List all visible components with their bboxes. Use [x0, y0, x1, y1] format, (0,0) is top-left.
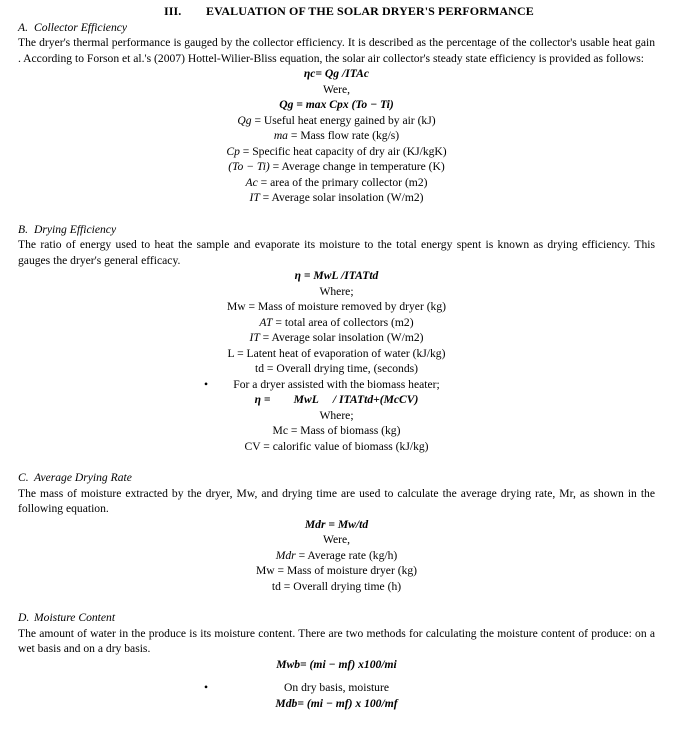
definition-line: [18, 563, 655, 579]
equation: [18, 392, 655, 408]
variable-symbol: Qg: [237, 113, 252, 127]
variable-symbol: Mdr: [275, 548, 296, 562]
bullet-icon: •: [204, 681, 209, 694]
definition-line: [18, 680, 655, 696]
subsection-letter: D.: [18, 611, 30, 624]
subsection-heading: [18, 20, 655, 36]
line-text: Were,: [322, 82, 351, 96]
subsection-heading: [18, 470, 655, 486]
line-text: = Specific heat capacity of dry air (KJ/kgK): [239, 144, 447, 158]
sections-container: [18, 20, 655, 712]
variable-symbol: Cp: [226, 144, 240, 158]
body-paragraph: The dryer's thermal performance is gauged by the collector efficiency. It is described as the percentage of the collector's usable heat gain . According to Forson et al.'s (2007) Hottel-Wilier-Bliss equation, the solar air collector's steady state efficiency is provided as follows:: [18, 36, 655, 65]
line-text: Where;: [319, 408, 354, 422]
line-text: For a dryer assisted with the biomass heater;: [233, 377, 440, 391]
bullet-icon: •: [204, 377, 209, 391]
line-text: = Average solar insolation (W/m2): [259, 191, 424, 204]
subsection-letter: A.: [18, 20, 28, 34]
subsection-title: Drying Efficiency: [34, 222, 117, 236]
definition-line: [18, 82, 655, 98]
line-text: = Average rate (kg/h): [295, 548, 398, 562]
subsection-letter: B.: [18, 222, 28, 236]
definition-line: [18, 579, 655, 595]
definition-line: [18, 330, 655, 346]
line-text: Mc = Mass of biomass (kg): [272, 424, 401, 437]
subsection-title: Average Drying Rate: [34, 471, 132, 484]
body-paragraph: The mass of moisture extracted by the dryer, Mw, and drying time are used to calculate the average drying rate, Mr, as shown in the following equation.: [18, 486, 655, 515]
line-text: η = MwL / ITATtd+(McCV): [254, 393, 419, 406]
variable-symbol: IT: [249, 331, 260, 344]
variable-symbol: ma: [273, 129, 288, 142]
definition-line: [18, 175, 655, 191]
equation: [18, 268, 655, 284]
line-text: = area of the primary collector (m2): [257, 175, 428, 189]
line-text: Qg = max Cpx (To − Ti): [279, 98, 394, 111]
definition-line: [18, 532, 655, 548]
definition-line: [18, 190, 655, 206]
definition-line: [18, 315, 655, 331]
line-text: td = Overall drying time (h): [271, 579, 402, 593]
section-collector-efficiency: [18, 20, 655, 206]
line-text: td = Overall drying time, (seconds): [254, 362, 418, 375]
line-text: CV = calorific value of biomass (kJ/kg): [244, 439, 429, 453]
line-text: ηc= Qg /ITAc: [303, 67, 370, 80]
line-text: On dry basis, moisture: [284, 681, 389, 694]
equation: [18, 657, 655, 673]
subsection-letter: C.: [18, 471, 29, 484]
line-text: Mdr = Mw/td: [304, 517, 369, 531]
definition-line: [18, 113, 655, 129]
line-text: = Average solar insolation (W/m2): [259, 331, 424, 344]
line-text: = Mass flow rate (kg/s): [287, 129, 400, 142]
line-text: Mwb= (mi − mf) x100/mi: [276, 657, 397, 671]
subsection-title: Collector Efficiency: [34, 20, 128, 34]
heading-number: III.: [164, 4, 182, 18]
definition-line: [18, 346, 655, 362]
variable-symbol: (To − Ti): [228, 160, 270, 173]
definition-line: [18, 439, 655, 455]
equation: [18, 66, 655, 82]
line-text: Mw = Mass of moisture dryer (kg): [255, 564, 418, 577]
subsection-heading: [18, 222, 655, 238]
definition-line: [18, 408, 655, 424]
definition-line: [18, 284, 655, 300]
definition-line: [18, 159, 655, 175]
subsection-title: Moisture Content: [34, 611, 116, 624]
line-text: Were,: [322, 533, 351, 546]
equation: [18, 696, 655, 712]
equation: [18, 97, 655, 113]
line-text: Mdb= (mi − mf) x 100/mf: [275, 696, 398, 710]
definition-line: [18, 377, 655, 393]
heading-text: EVALUATION OF THE SOLAR DRYER'S PERFORMANCE: [206, 4, 534, 18]
definition-line: [18, 548, 655, 564]
line-text: Mw = Mass of moisture removed by dryer (kg): [226, 300, 447, 313]
definition-line: [18, 299, 655, 315]
subsection-heading: [18, 610, 655, 626]
definition-line: [18, 128, 655, 144]
spacer: [18, 672, 655, 680]
line-text: L = Latent heat of evaporation of water (kJ/kg): [227, 346, 446, 360]
line-text: = total area of collectors (m2): [272, 315, 414, 329]
section-moisture-content: [18, 610, 655, 711]
variable-symbol: Ac: [245, 175, 258, 189]
section-heading: [164, 4, 655, 20]
line-text: η = MwL /ITATtd: [294, 269, 379, 282]
line-text: = Average change in temperature (K): [269, 160, 445, 173]
line-text: = Useful heat energy gained by air (kJ): [251, 113, 436, 127]
body-paragraph: The amount of water in the produce is its moisture content. There are two methods for calculating the moisture content of produce: on a wet basis and on a dry basis.: [18, 626, 655, 655]
section-average-drying-rate: [18, 470, 655, 594]
definition-line: [18, 144, 655, 160]
definition-line: [18, 361, 655, 377]
body-paragraph: The ratio of energy used to heat the sample and evaporate its moisture to the total energy spent is known as drying efficiency. This gauges the dryer's general efficacy.: [18, 238, 655, 267]
equation: [18, 517, 655, 533]
line-text: Where;: [319, 284, 354, 298]
variable-symbol: IT: [249, 191, 260, 204]
section-drying-efficiency: [18, 222, 655, 455]
variable-symbol: AT: [259, 315, 273, 329]
definition-line: [18, 423, 655, 439]
